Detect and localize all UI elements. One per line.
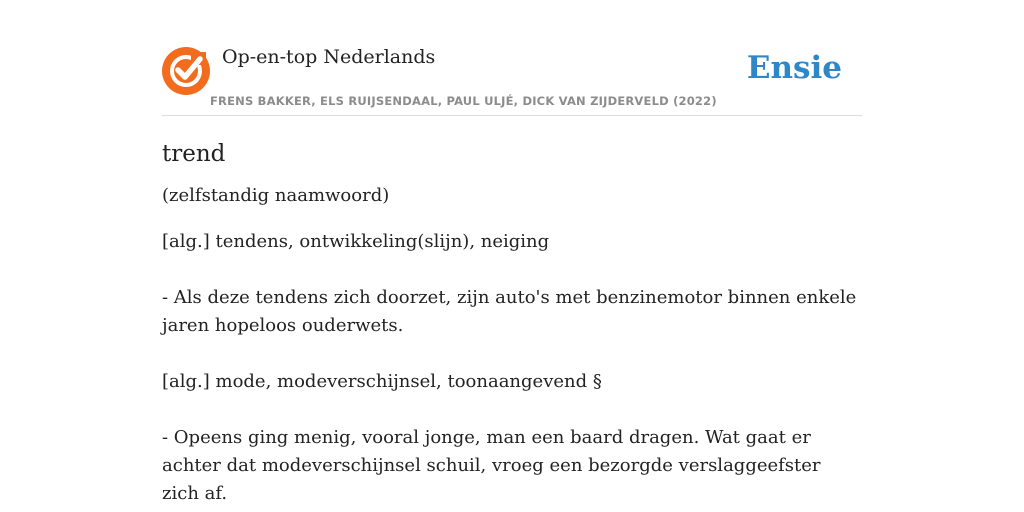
definition-example-2: - Opeens ging menig, vooral jonge, man een baard dragen. Wat gaat er achter dat modeverschijnsel schuil, vroeg een bezorgde verslaggeefster zich af.	[162, 427, 821, 504]
definition-example-1: - Als deze tendens zich doorzet, zijn auto's met benzinemotor binnen enkele jaren hopeloos ouderwets.	[162, 287, 857, 336]
definition-sense-1: [alg.] tendens, ontwikkeling(slijn), neiging	[162, 231, 550, 252]
entry-term: trend	[162, 141, 226, 167]
part-of-speech: (zelfstandig naamwoord)	[162, 185, 390, 206]
entry-content	[162, 138, 862, 512]
ensie-brand-link[interactable]: Ensie	[746, 50, 842, 86]
definition-sense-2: [alg.] mode, modeverschijnsel, toonaangevend §	[162, 371, 602, 392]
source-header	[162, 40, 862, 116]
checkmark-icon	[162, 47, 210, 95]
book-authors: FRENS BAKKER, ELS RUIJSENDAAL, PAUL ULJÉ, DICK VAN ZIJDERVELD (2022)	[210, 94, 717, 108]
checkmark-logo-icon	[162, 47, 210, 95]
book-title: Op-en-top Nederlands	[222, 46, 436, 68]
